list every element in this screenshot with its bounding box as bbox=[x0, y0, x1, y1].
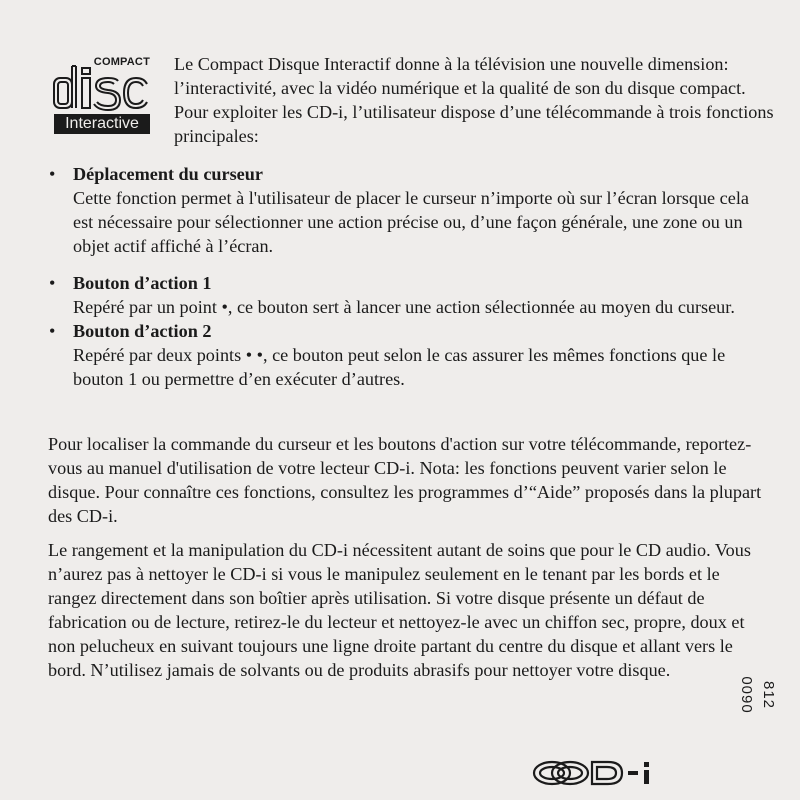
bullet-description: Repéré par deux points • •, ce bouton peut selon le cas assurer les mêmes fonctions que le bouton 1 ou permettre d’en exécuter d’autres. bbox=[73, 345, 726, 389]
compact-disc-interactive-logo bbox=[52, 56, 150, 134]
bullet-title: Bouton d’action 1 bbox=[73, 273, 212, 293]
bullet-description: Cette fonction permet à l'utilisateur de placer le curseur n’importe où sur l’écran lorsque cela est nécessaire pour sélectionner une action précise ou, d’une façon générale, une zone ou un objet actif affiché à l’écran. bbox=[73, 188, 749, 256]
function-list bbox=[48, 162, 768, 391]
bullet-mark: • bbox=[49, 273, 56, 293]
cdi-logo-text: CD-i bbox=[530, 797, 534, 799]
bullet-mark: • bbox=[49, 321, 56, 341]
list-item bbox=[48, 162, 768, 258]
remote-control-paragraph: Pour localiser la commande du curseur et les boutons d'action sur votre télécommande, reportez-vous au manuel d'utilisation de votre lecteur CD-i. Nota: les fonctions peuvent varier selon le disque. Pour connaître ces fonctions, consultez les programmes d’“Aide” proposés dans la plupart des CD-i. bbox=[48, 434, 762, 526]
intro-paragraph: Le Compact Disque Interactif donne à la télévision une nouvelle dimension: l’interactivité, avec la vidéo numérique et la qualité de son du disque compact. Pour exploiter les CD-i, l’utilisateur dispose d’une télécommande à trois fonctions principales: bbox=[174, 54, 774, 146]
bullet-title: Bouton d’action 2 bbox=[73, 321, 212, 341]
bullet-mark: • bbox=[49, 164, 56, 184]
catalog-code: 812 0090 bbox=[738, 676, 777, 714]
cdi-logo bbox=[530, 758, 680, 799]
logo-compact-text: COMPACT bbox=[93, 56, 150, 68]
bullet-title: Déplacement du curseur bbox=[73, 164, 263, 184]
list-item bbox=[48, 319, 768, 391]
logo-interactive-label: Interactive bbox=[54, 114, 150, 134]
care-paragraph: Le rangement et la manipulation du CD-i nécessitent autant de soins que pour le CD audio. Vous n’aurez pas à nettoyer le CD-i si vous le manipulez seulement en le tenant par les bords et le rangez directement dans son boîtier après utilisation. Si votre disque présente un défaut de fabrication ou de lecture, retirez-le du lecteur et nettoyez-le avec un chiffon sec, propre, doux et non pelucheux en suivant toujours une ligne droite partant du centre du disque et allant vers le bord. N’utilisez jamais de solvants ou de produits abrasifs pour nettoyer votre disque. bbox=[48, 540, 751, 680]
bullet-description: Repéré par un point •, ce bouton sert à lancer une action sélectionnée au moyen du curseur. bbox=[73, 297, 735, 317]
disc-wordmark bbox=[52, 64, 150, 112]
list-item bbox=[48, 271, 768, 319]
